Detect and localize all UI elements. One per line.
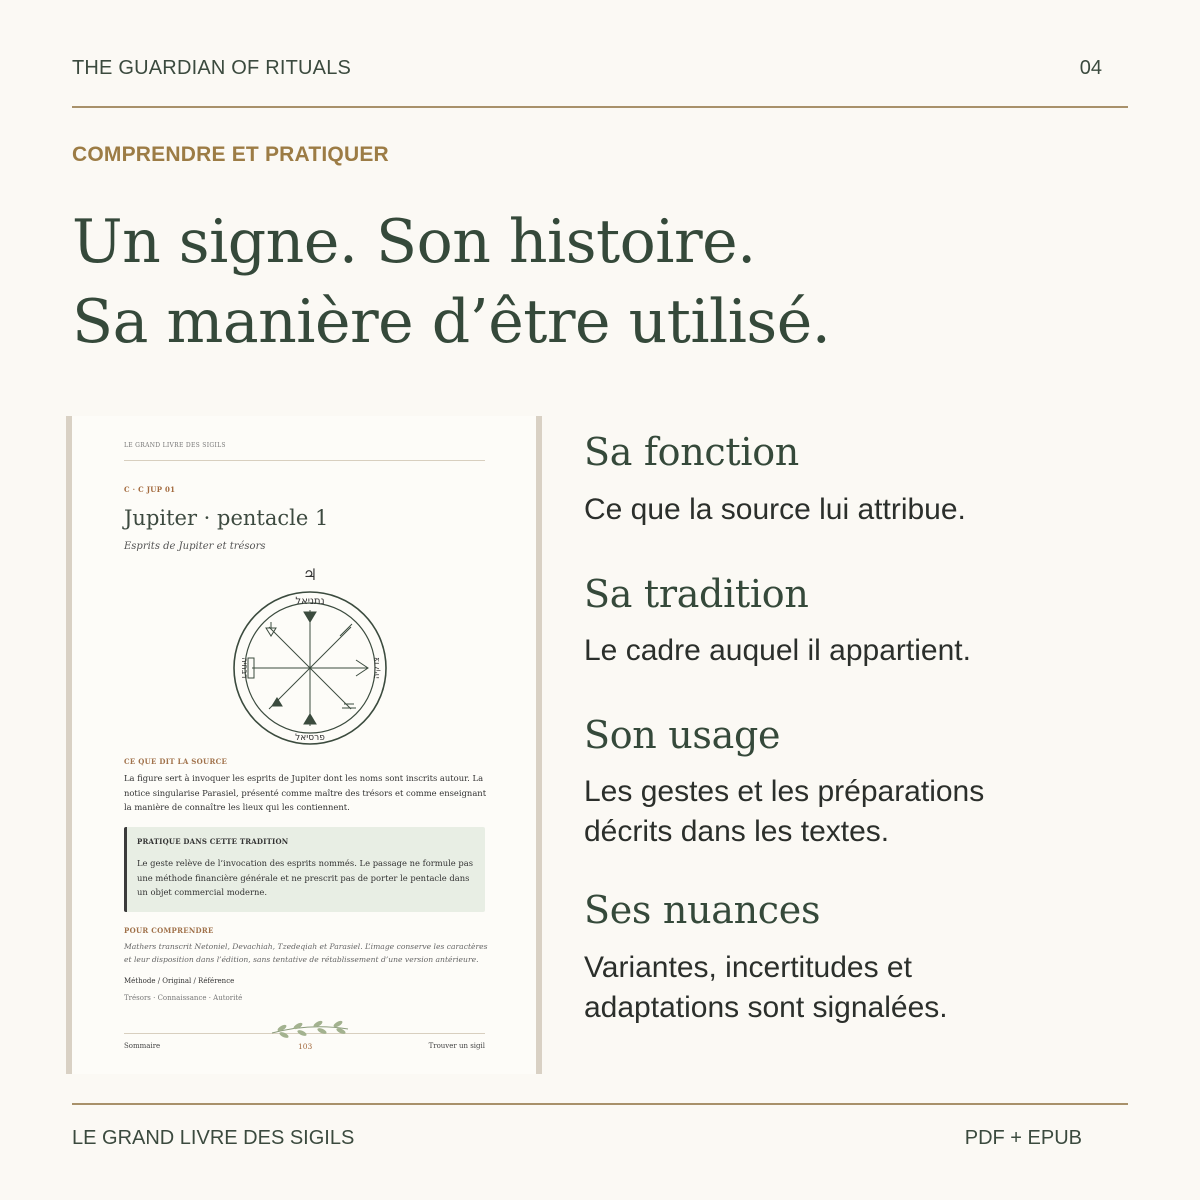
practice-label: PRATIQUE DANS CETTE TRADITION [137, 837, 289, 846]
understand-text: Mathers transcrit Netoniel, Devachiah, Tzedeqiah et Parasiel. L’image conserve les caractères et leur disposition dans l’édition, sans tentative de rétablissement d’une version antérieure. [124, 942, 488, 964]
feature-desc-line: Le cadre auquel il appartient. [584, 634, 971, 667]
ring-inscription-bottom: פרסיאל [295, 733, 325, 743]
feature-desc-line: Ce que la source lui attribue. [584, 493, 966, 526]
ring-inscription-right: צדקיה [372, 657, 381, 679]
feature-desc-tradition [584, 631, 971, 671]
page-number: 04 [1079, 57, 1102, 79]
feature-desc-line: Les gestes et les préparations [584, 775, 985, 808]
preview-page-number: 103 [298, 1042, 313, 1051]
feature-title-nuances: Ses nuances [584, 888, 821, 932]
book-page-preview [66, 416, 542, 1074]
table-of-contents-link[interactable]: Sommaire [124, 1042, 161, 1050]
jupiter-pentacle-seal [224, 564, 396, 748]
headline-line-2: Sa manière d’être utilisé. [72, 287, 831, 357]
section-eyebrow: COMPRENDRE ET PRATIQUER [72, 143, 389, 166]
preview-book-title: LE GRAND LIVRE DES SIGILS [124, 442, 226, 449]
preview-code: C · C JUP 01 [124, 485, 176, 494]
understand-label: POUR COMPRENDRE [124, 926, 214, 935]
brand-name: THE GUARDIAN OF RITUALS [72, 57, 352, 79]
bottom-divider [72, 1103, 1128, 1105]
practice-callout [124, 827, 485, 912]
headline [72, 202, 830, 362]
feature-desc-line: adaptations sont signalées. [584, 991, 948, 1024]
feature-desc-function [584, 490, 966, 530]
headline-line-1: Un signe. Son histoire. [72, 207, 756, 277]
practice-text: Le geste relève de l’invocation des esprits nommés. Le passage ne formule pas une méthode financière générale et ne prescrit pas de porter le pentacle dans un objet commercial moderne. [137, 858, 474, 898]
footer-product-name: LE GRAND LIVRE DES SIGILS [72, 1127, 355, 1149]
feature-desc-line: décrits dans les textes. [584, 815, 890, 848]
source-label: CE QUE DIT LA SOURCE [124, 757, 228, 766]
footer-format: PDF + EPUB [964, 1127, 1082, 1149]
find-sigil-link[interactable]: Trouver un sigil [428, 1042, 485, 1050]
top-divider [72, 106, 1128, 108]
preview-subtitle: Esprits de Jupiter et trésors [124, 541, 266, 552]
feature-title-tradition: Sa tradition [584, 572, 809, 616]
method-line: Méthode / Original / Référence [124, 977, 235, 985]
tags-line: Trésors · Connaissance · Autorité [124, 994, 243, 1002]
preview-top-rule [124, 460, 485, 461]
feature-desc-line: Variantes, incertitudes et [584, 951, 912, 984]
feature-desc-nuances [584, 948, 948, 1028]
feature-title-usage: Son usage [584, 713, 781, 757]
preview-title: Jupiter · pentacle 1 [124, 506, 329, 530]
source-text: La figure sert à invoquer les esprits de Jupiter dont les noms sont inscrits autour. La notice singularise Parasiel, présenté comme maître des trésors et comme enseignant la manière de connaître les lieux qui les contiennent. [124, 773, 487, 813]
feature-desc-usage [584, 772, 984, 852]
ring-inscription-left: דבחיה [240, 657, 249, 679]
ring-inscription-top: נתניאל [295, 596, 325, 607]
feature-title-function: Sa fonction [584, 430, 799, 474]
laurel-ornament-icon [268, 1019, 352, 1041]
jupiter-symbol: ♃ [302, 565, 318, 584]
